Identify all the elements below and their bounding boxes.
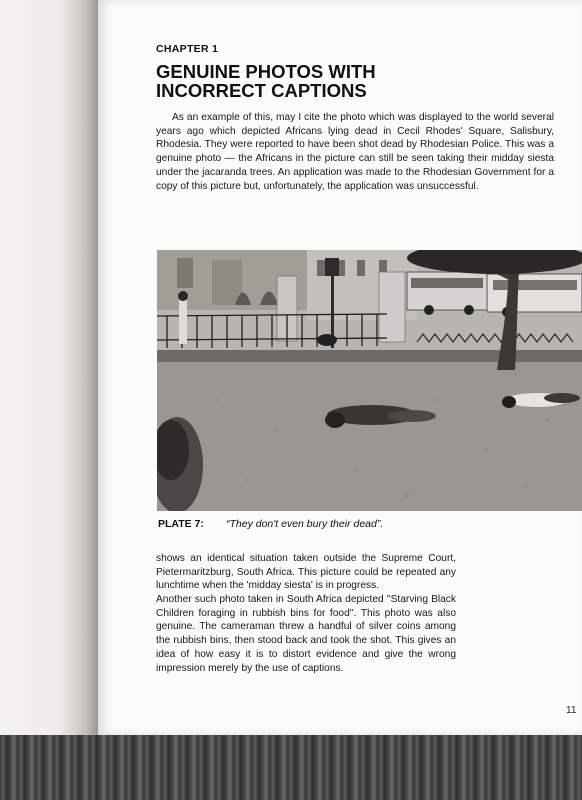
book-spine-shadow xyxy=(60,0,100,735)
intro-paragraph: As an example of this, may I cite the photo which was displayed to the world several years ago which depicted Africans lying dead in Cecil Rhodes' Square, Salisbury, Rhodesia. They were reported to have been shot dead by Rhodesian Police. This was a genuine photo — the Africans in the picture can still be seen taking their midday siesta under the jacaranda trees. An application was made to the Rhodesian Government for a copy of this picture but, unfortunately, the application was unsuccessful. xyxy=(156,112,554,192)
park-photo-illustration xyxy=(157,250,582,511)
plate-label: PLATE 7: xyxy=(158,518,204,530)
plate-photo xyxy=(157,250,582,511)
plate-caption: “They don't even bury their dead”. xyxy=(226,518,384,530)
book-page xyxy=(98,0,582,735)
title-line-2: INCORRECT CAPTIONS xyxy=(156,80,367,101)
chapter-label: CHAPTER 1 xyxy=(156,43,219,55)
figure-sitting-fence xyxy=(317,334,337,346)
body-paragraph-2: shows an identical situation taken outside the Supreme Court, Pietermaritzburg, South Africa. This picture could be repeated any lunchtime when the 'midday siesta' is in progress. xyxy=(156,553,456,592)
scanner-background xyxy=(0,735,582,800)
figure-standing-left xyxy=(178,291,188,344)
title-line-1: GENUINE PHOTOS WITH xyxy=(156,61,376,82)
body-paragraph-3: Another such photo taken in South Africa depicted ''Starving Black Children foraging in rubbish bins for food''. This photo was also genuine. The cameraman threw a handful of silver coins among the rubbish bins, then stood back and took the shot. This gives an idea of how easy it is to distort evidence and give the wrong impression merely by the use of captions. xyxy=(156,594,456,674)
chapter-title xyxy=(156,62,556,100)
page-number: 11 xyxy=(566,705,577,716)
